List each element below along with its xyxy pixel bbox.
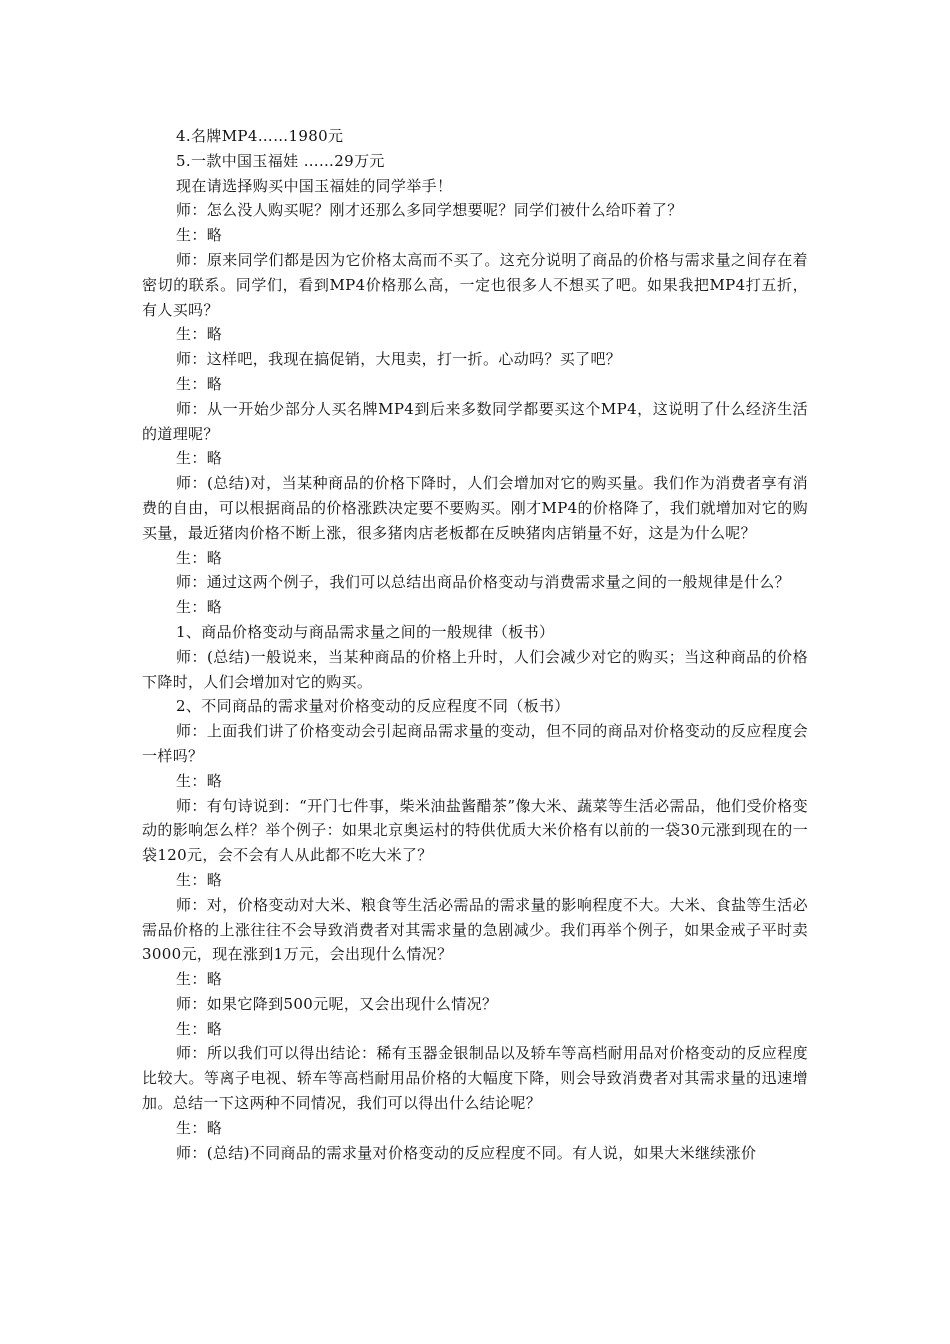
paragraph: 师：上面我们讲了价格变动会引起商品需求量的变动，但不同的商品对价格变动的反应程度会一样吗？ xyxy=(142,722,808,765)
paragraph: 师：怎么没人购买呢？刚才还那么多同学想要呢？同学们被什么给吓着了？ xyxy=(176,201,683,220)
paragraph: 师：有句诗说到：“开门七件事，柴米油盐酱醋茶”像大米、蔬菜等生活必需品，他们受价格变动的影响怎么样？举个例子：如果北京奥运村的特供优质大米价格有以前的一袋30元涨到现在的一袋120元，会不会有人从此都不吃大米了？ xyxy=(142,796,808,865)
paragraph: 师：所以我们可以得出结论：稀有玉器金银制品以及轿车等高档耐用品对价格变动的反应程度比较大。等离子电视、轿车等高档耐用品价格的大幅度下降，则会导致消费者对其需求量的迅速增加。总结一下这两种不同情况，我们可以得出什么结论呢？ xyxy=(142,1044,808,1113)
paragraph: 5.一款中国玉福娃 ……29万元 xyxy=(176,151,385,170)
paragraph: 4.名牌MP4……1980元 xyxy=(176,127,344,145)
document-body xyxy=(142,124,808,1165)
paragraph: 师：通过这两个例子，我们可以总结出商品价格变动与消费需求量之间的一般规律是什么？ xyxy=(176,573,791,592)
paragraph: 生：略 xyxy=(176,325,223,344)
paragraph: 2、不同商品的需求量对价格变动的反应程度不同（板书） xyxy=(176,697,570,716)
paragraph: 生：略 xyxy=(176,374,223,393)
paragraph: 师：这样吧，我现在搞促销，大甩卖，打一折。心动吗？买了吧？ xyxy=(176,350,622,369)
paragraph: 生：略 xyxy=(176,1019,223,1038)
paragraph: 生：略 xyxy=(176,1118,223,1137)
paragraph: 师：如果它降到500元呢，又会出现什么情况？ xyxy=(176,994,498,1013)
paragraph: 1、商品价格变动与商品需求量之间的一般规律（板书） xyxy=(176,622,555,641)
paragraph: 生：略 xyxy=(176,548,223,567)
paragraph: 师：(总结)对，当某种商品的价格下降时，人们会增加对它的购买量。我们作为消费者享有消费的自由，可以根据商品的价格涨跌决定要不要购买。刚才MP4的价格降了，我们就增加对它的购买量，最近猪肉价格不断上涨，很多猪肉店老板都在反映猪肉店销量不好，这是为什么呢？ xyxy=(142,474,808,542)
paragraph: 师：(总结)一般说来，当某种商品的价格上升时，人们会减少对它的购买；当这种商品的价格下降时，人们会增加对它的购买。 xyxy=(142,647,808,691)
paragraph: 生：略 xyxy=(176,771,223,790)
paragraph: 生：略 xyxy=(176,870,223,889)
paragraph: 生：略 xyxy=(176,449,223,468)
paragraph: 生：略 xyxy=(176,226,223,245)
paragraph: 师：对，价格变动对大米、粮食等生活必需品的需求量的影响程度不大。大米、食盐等生活必需品价格的上涨往往不会导致消费者对其需求量的急剧减少。我们再举个例子，如果金戒子平时卖3000元，现在涨到1万元，会出现什么情况？ xyxy=(142,895,808,964)
paragraph: 现在请选择购买中国玉福娃的同学举手！ xyxy=(176,176,453,195)
paragraph: 师：从一开始少部分人买名牌MP4到后来多数同学都要买这个MP4，这说明了什么经济生活的道理呢？ xyxy=(142,399,808,443)
paragraph: 师：原来同学们都是因为它价格太高而不买了。这充分说明了商品的价格与需求量之间存在着密切的联系。同学们，看到MP4价格那么高，一定也很多人不想买了吧。如果我把MP4打五折，有人买吗？ xyxy=(142,250,808,319)
paragraph: 生：略 xyxy=(176,598,223,617)
paragraph: 师：(总结)不同商品的需求量对价格变动的反应程度不同。有人说，如果大米继续涨价 xyxy=(176,1143,757,1162)
paragraph: 生：略 xyxy=(176,970,223,989)
